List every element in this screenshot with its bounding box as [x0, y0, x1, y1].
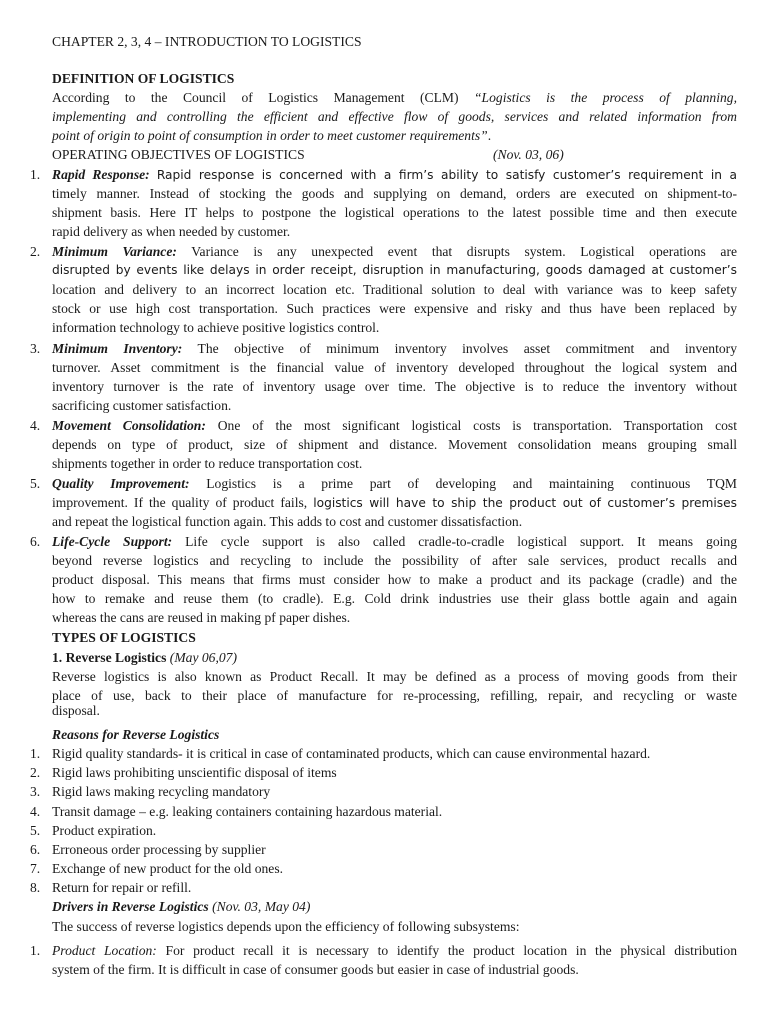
objective-text: One of the most significant logistical costs is transportation. Transportation cost	[217, 418, 737, 433]
objective-line: shipments together in order to reduce transportation cost.	[52, 456, 363, 471]
objectives-exam-ref: (Nov. 03, 06)	[493, 147, 564, 162]
definition-line-1	[52, 88, 737, 107]
reason-item: Return for repair or refill.	[52, 880, 192, 895]
objective-line: disrupted by events like delays in order receipt, disruption in manufacturing, goods damaged at customer’s	[52, 263, 737, 277]
definition-intro-text: According to the Council of Logistics Management (CLM)	[52, 90, 459, 105]
reason-number: 1.	[30, 746, 41, 761]
objective-line: shipment basis. Here IT helps to postpone the logistical operations to the latest possible time and then execute	[52, 205, 737, 220]
objective-line: rapid delivery as when needed by customer.	[52, 224, 291, 239]
reverse-logistics-title: 1. Reverse Logistics	[52, 650, 167, 665]
reason-number: 7.	[30, 861, 41, 876]
objective-line: whereas the cans are reused in making pf paper dishes.	[52, 610, 351, 625]
objective-title: Minimum Variance:	[52, 244, 177, 259]
driver-line: system of the firm. It is difficult in case of consumer goods but easier in case of industrial goods.	[52, 962, 579, 977]
reverse-logistics-heading	[52, 648, 237, 667]
reverse-logistics-ref: (May 06,07)	[169, 650, 237, 665]
objective-line: how to remake and reuse them (to cradle). E.g. Cold drink industries use their glass bottle again and again	[52, 591, 737, 606]
objective-title: Minimum Inventory:	[52, 341, 183, 356]
drivers-ref: (Nov. 03, May 04)	[212, 899, 311, 914]
objective-line: information technology to achieve positive logistics control.	[52, 320, 380, 335]
driver-number: 1.	[30, 943, 41, 958]
objective-line: inventory turnover is the rate of inventory usage over time. The objective is to reduce the inventory without	[52, 379, 737, 394]
reason-item: Transit damage – e.g. leaking containers containing hazardous material.	[52, 804, 443, 819]
objective-title: Movement Consolidation:	[52, 418, 206, 433]
objective-text: improvement. If the quality of product fails,	[52, 495, 308, 510]
reason-item: Rigid laws making recycling mandatory	[52, 784, 271, 799]
reason-number: 6.	[30, 842, 41, 857]
objective-line	[52, 493, 737, 513]
objective-line: sacrificing customer satisfaction.	[52, 398, 232, 413]
reasons-heading: Reasons for Reverse Logistics	[52, 727, 220, 742]
objective-line: product disposal. This means that firms must consider how to make a product and its package (cradle) and the	[52, 572, 737, 587]
objective-line: location and delivery to an incorrect location etc. Traditional solution to deal with variance was to keep safety	[52, 282, 737, 297]
chapter-title: CHAPTER 2, 3, 4 – INTRODUCTION TO LOGISTICS	[52, 34, 362, 49]
reason-number: 8.	[30, 880, 41, 895]
definition-quote-start: “Logistics is the process of planning,	[473, 90, 737, 105]
driver-text: For product recall it is necessary to identify the product location in the physical distribution	[165, 943, 737, 958]
definition-period: .	[487, 128, 492, 143]
objectives-heading: OPERATING OBJECTIVES OF LOGISTICS	[52, 147, 305, 162]
objective-title: Rapid Response:	[52, 167, 150, 182]
objective-text: Rapid response is concerned with a firm’s ability to satisfy customer’s requirement in a	[156, 168, 737, 182]
objective-text: Variance is any unexpected event that disrupts system. Logistical operations are	[191, 244, 737, 259]
drivers-heading-line	[52, 897, 310, 916]
objective-line	[52, 474, 737, 493]
objective-number: 2.	[30, 244, 41, 259]
objective-line: stock or use high cost transportation. Such practices were expensive and risky and thus have been replaced by	[52, 301, 737, 316]
objective-line	[52, 242, 737, 261]
drivers-heading: Drivers in Reverse Logistics	[52, 899, 209, 914]
reason-item: Exchange of new product for the old ones.	[52, 861, 284, 876]
driver-line	[52, 941, 737, 960]
objective-line	[52, 532, 737, 551]
objective-number: 6.	[30, 534, 41, 549]
reason-number: 4.	[30, 804, 41, 819]
objective-number: 5.	[30, 476, 41, 491]
reason-item: Erroneous order processing by supplier	[52, 842, 266, 857]
objective-line: turnover. Asset commitment is the financial value of inventory developed throughout the logical system and	[52, 360, 737, 375]
reverse-logistics-text: disposal.	[52, 703, 100, 718]
reason-number: 5.	[30, 823, 41, 838]
objective-line	[52, 165, 737, 185]
objective-line: beyond reverse logistics and recycling to include the possibility of after sale services, product recalls and	[52, 553, 737, 568]
objective-line: timely manner. Instead of stocking the goods and supplying on demand, orders are executed on shipment-to-	[52, 186, 737, 201]
objective-line: depends on type of product, size of shipment and distance. Movement consolidation means grouping small	[52, 437, 737, 452]
objective-number: 3.	[30, 341, 41, 356]
objective-text: The objective of minimum inventory involves asset commitment and inventory	[197, 341, 737, 356]
reverse-logistics-text: Reverse logistics is also known as Product Recall. It may be defined as a process of moving goods from their	[52, 669, 737, 684]
objective-line	[52, 339, 737, 358]
objective-title: Life-Cycle Support:	[52, 534, 173, 549]
drivers-intro: The success of reverse logistics depends upon the efficiency of following subsystems:	[52, 919, 520, 934]
definition-heading: DEFINITION OF LOGISTICS	[52, 71, 235, 86]
definition-line-3	[52, 126, 491, 145]
reason-item: Rigid laws prohibiting unscientific disposal of items	[52, 765, 337, 780]
objective-text: logistics will have to ship the product out of customer’s premises	[313, 496, 737, 510]
objective-text: Logistics is a prime part of developing and maintaining continuous TQM	[206, 476, 737, 491]
reason-number: 2.	[30, 765, 41, 780]
objective-number: 1.	[30, 167, 41, 182]
driver-title: Product Location:	[52, 943, 157, 958]
objective-number: 4.	[30, 418, 41, 433]
reason-number: 3.	[30, 784, 41, 799]
objective-line: and repeat the logistical function again. This adds to cost and customer dissatisfaction.	[52, 514, 523, 529]
reason-item: Product expiration.	[52, 823, 157, 838]
objective-text: Life cycle support is also called cradle-to-cradle logistical support. It means going	[185, 534, 737, 549]
objective-line	[52, 416, 737, 435]
definition-line-2: implementing and controlling the efficient and effective flow of goods, services and related information from	[52, 109, 737, 124]
reason-item: Rigid quality standards- it is critical in case of contaminated products, which can cause environmental hazard.	[52, 746, 651, 761]
definition-quote-end: point of origin to point of consumption in order to meet customer requirements”	[52, 128, 488, 143]
types-heading: TYPES OF LOGISTICS	[52, 630, 196, 645]
objective-title: Quality Improvement:	[52, 476, 190, 491]
reverse-logistics-text: place of use, back to their place of manufacture for re-processing, refilling, repair, and recycling or waste	[52, 688, 737, 703]
